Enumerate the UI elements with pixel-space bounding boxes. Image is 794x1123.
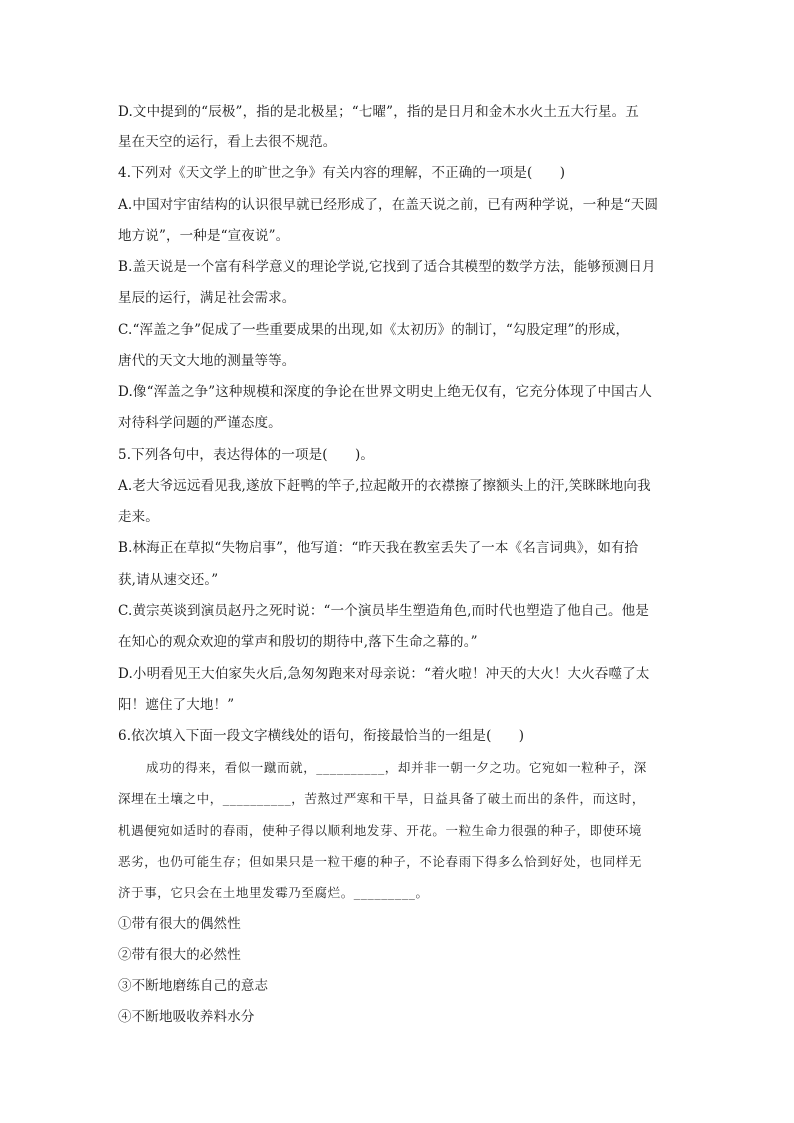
passage-line-3: 机遇便宛如适时的春雨，使种子得以顺利地发芽、开花。一粒生命力很强的种子，即使环境 <box>118 823 643 838</box>
question-6-stem: 6.依次填入下面一段文字横线处的语句，衔接最恰当的一组是( ) <box>118 728 525 744</box>
q5-option-b-line-2: 获,请从速交还。” <box>118 572 219 588</box>
q4-option-c-line-1: C.“浑盖之争”促成了一些重要成果的出现,如《太初历》的制订，“勾股定理”的形成， <box>118 322 630 338</box>
q6-choice-1: ①带有很大的偶然性 <box>118 916 241 932</box>
q4-option-c-line-2: 唐代的天文大地的测量等等。 <box>118 353 296 369</box>
q4-option-b-line-1: B.盖天说是一个富有科学意义的理论学说,它找到了适合其模型的数学方法，能够预测日月 <box>118 259 656 275</box>
passage-line-1: 成功的得来，看似一蹴而就，__________，却并非一朝一夕之功。它宛如一粒种子，深 <box>146 760 647 775</box>
q5-option-a-line-1: A.老大爷远远看见我,遂放下赶鸭的竿子,拉起敞开的衣襟擦了擦额头上的汗,笑眯眯地向我 <box>118 478 651 494</box>
passage-line-2: 深埋在土壤之中，__________，苦熬过严寒和干旱，日益具备了破土而出的条件，而这时， <box>118 791 646 806</box>
q5-option-b-line-1: B.林海正在草拟“失物启事”，他写道：“昨天我在教室丢失了一本《名言词典》，如有拾 <box>118 540 639 556</box>
q4-option-a-line-1: A.中国对宇宙结构的认识很早就已经形成了，在盖天说之前，已有两种学说，一种是“天圆 <box>118 197 659 213</box>
question-5-stem: 5.下列各句中，表达得体的一项是( )。 <box>118 447 375 463</box>
question-4-stem: 4.下列对《天文学上的旷世之争》有关内容的理解，不正确的一项是( ) <box>118 165 566 181</box>
passage-line-4: 恶劣，也仍可能生存；但如果只是一粒干瘪的种子，不论春雨下得多么恰到好处，也同样无 <box>118 854 643 869</box>
q5-option-c-line-1: C.黄宗英谈到演员赵丹之死时说：“一个演员毕生塑造角色,而时代也塑造了他自己。他是 <box>118 603 649 619</box>
q5-option-c-line-2: 在知心的观众欢迎的掌声和殷切的期待中,落下生命之幕的。” <box>118 634 478 650</box>
q3-option-d-line-2: 星在天空的运行，看上去很不规范。 <box>118 134 337 150</box>
q5-option-d-line-2: 阳！遮住了大地！” <box>118 697 235 713</box>
q3-option-d-line-1: D.文中提到的“辰极”，指的是北极星；“七曜”，指的是日月和金木水火土五大行星。五 <box>118 104 639 120</box>
q4-option-d-line-2: 对待科学问题的严谨态度。 <box>118 415 282 431</box>
passage-line-5: 济于事，它只会在土地里发霉乃至腐烂。_________。 <box>118 885 429 900</box>
q5-option-d-line-1: D.小明看见王大伯家失火后,急匆匆跑来对母亲说：“着火啦！冲天的大火！大火吞噬了太 <box>118 666 650 682</box>
q6-choice-4: ④不断地吸收养料水分 <box>118 1009 255 1025</box>
q4-option-d-line-1: D.像“浑盖之争”这种规模和深度的争论在世界文明史上绝无仅有，它充分体现了中国古人 <box>118 384 653 400</box>
q4-option-b-line-2: 星辰的运行，满足社会需求。 <box>118 290 296 306</box>
q6-choice-2: ②带有很大的必然性 <box>118 947 241 963</box>
q5-option-a-line-2: 走来。 <box>118 509 159 525</box>
q6-choice-3: ③不断地磨练自己的意志 <box>118 978 269 994</box>
q4-option-a-line-2: 地方说”，一种是“宣夜说”。 <box>118 228 290 244</box>
